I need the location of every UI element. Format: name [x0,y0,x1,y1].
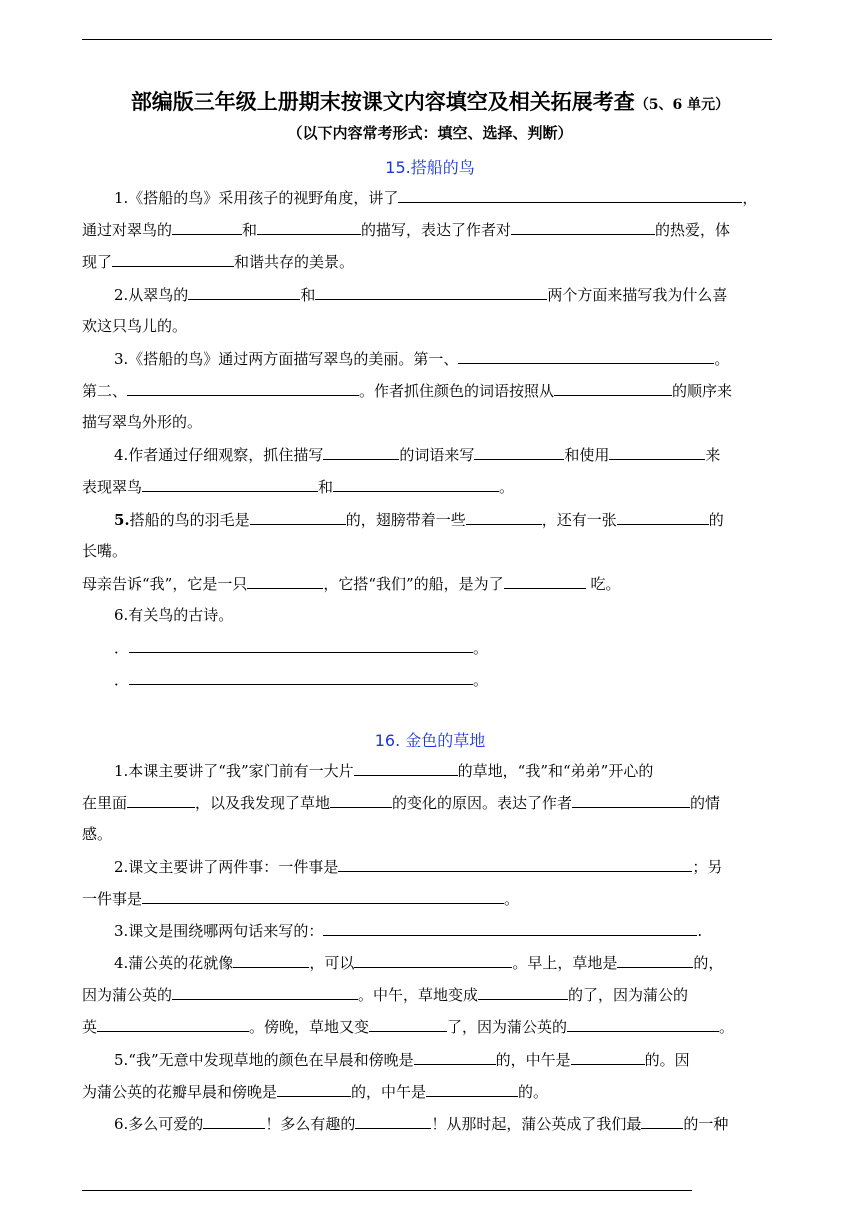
q15-1-line1: 1.《搭船的鸟》采用孩子的视野角度，讲了 ， [114,189,758,207]
q16-4-line2: 因为蒲公英的 。中午，草地变成 的了，因为蒲公的 [82,986,689,1004]
q15-5-line1: 5.搭船的鸟的羽毛是 的，翅膀带着一些 ，还有一张 的 [114,511,724,529]
top-rule [82,39,772,40]
q15-6-poem1: ． 。 [114,639,489,657]
q16-4-line3: 英 。傍晚，草地又变 了，因为蒲公英的 。 [82,1018,735,1036]
q15-2-line2: 欢这只鸟儿的。 [82,317,188,335]
q16-1-line2: 在里面 ，以及我发现了草地 的变化的原因。表达了作者 的情 [82,794,721,812]
q16-5-line1: 5.“我”无意中发现草地的颜色在早晨和傍晚是 的，中午是 的。因 [114,1051,690,1069]
q15-4-line1: 4.作者通过仔细观察，抓住描写 的词语来写 和使用 来 [114,446,721,464]
page-subtitle: （以下内容常考形式：填空、选择、判断） [287,124,573,142]
section-title-16: 16. 金色的草地 [374,731,486,750]
q15-3-line3: 描写翠鸟外形的。 [82,413,203,431]
q16-4-line1: 4.蒲公英的花就像 ，可以 。早上，草地是 的， [114,954,724,972]
q15-5-line3: 母亲告诉“我”，它是一只 ，它搭“我们”的船，是为了 吃。 [82,575,621,593]
q15-1-line2: 通过对翠鸟的 和 的描写，表达了作者对 的热爱，体 [82,221,731,239]
q16-5-line2: 为蒲公英的花瓣早晨和傍晚是 的，中午是 的。 [82,1083,549,1101]
q16-1-line3: 感。 [82,825,113,843]
q16-2-line2: 一件事是 。 [82,890,520,908]
q15-6-poem2: ． 。 [114,671,489,689]
q15-2-line1: 2.从翠鸟的 和 两个方面来描写我为什么喜 [114,286,728,304]
q16-1-line1: 1.本课主要讲了“我”家门前有一大片 的草地，“我”和“弟弟”开心的 [114,762,654,780]
q15-6-line1: 6.有关鸟的古诗。 [114,606,234,624]
q15-1-line3: 现了 和谐共存的美景。 [82,253,355,271]
q15-3-line2: 第二、 。作者抓住颜色的词语按照从 的顺序来 [82,382,733,400]
q16-2-line1: 2.课文主要讲了两件事：一件事是 ；另 [114,858,723,876]
q16-3-line1: 3.课文是围绕哪两句话来写的： . [114,922,703,940]
page-title: 部编版三年级上册期末按课文内容填空及相关拓展考查（5、6 单元） [130,89,730,114]
q15-3-line1: 3.《搭船的鸟》通过两方面描写翠鸟的美丽。第一、 。 [114,350,730,368]
bottom-rule [82,1190,692,1191]
section-title-15: 15.搭船的鸟 [385,158,475,177]
q16-6-line1: 6.多么可爱的 ！多么有趣的 ！从那时起，蒲公英成了我们最 的一种 [114,1115,729,1133]
q15-5-line2: 长嘴。 [82,542,128,560]
q15-4-line2: 表现翠鸟 和 。 [82,478,515,496]
